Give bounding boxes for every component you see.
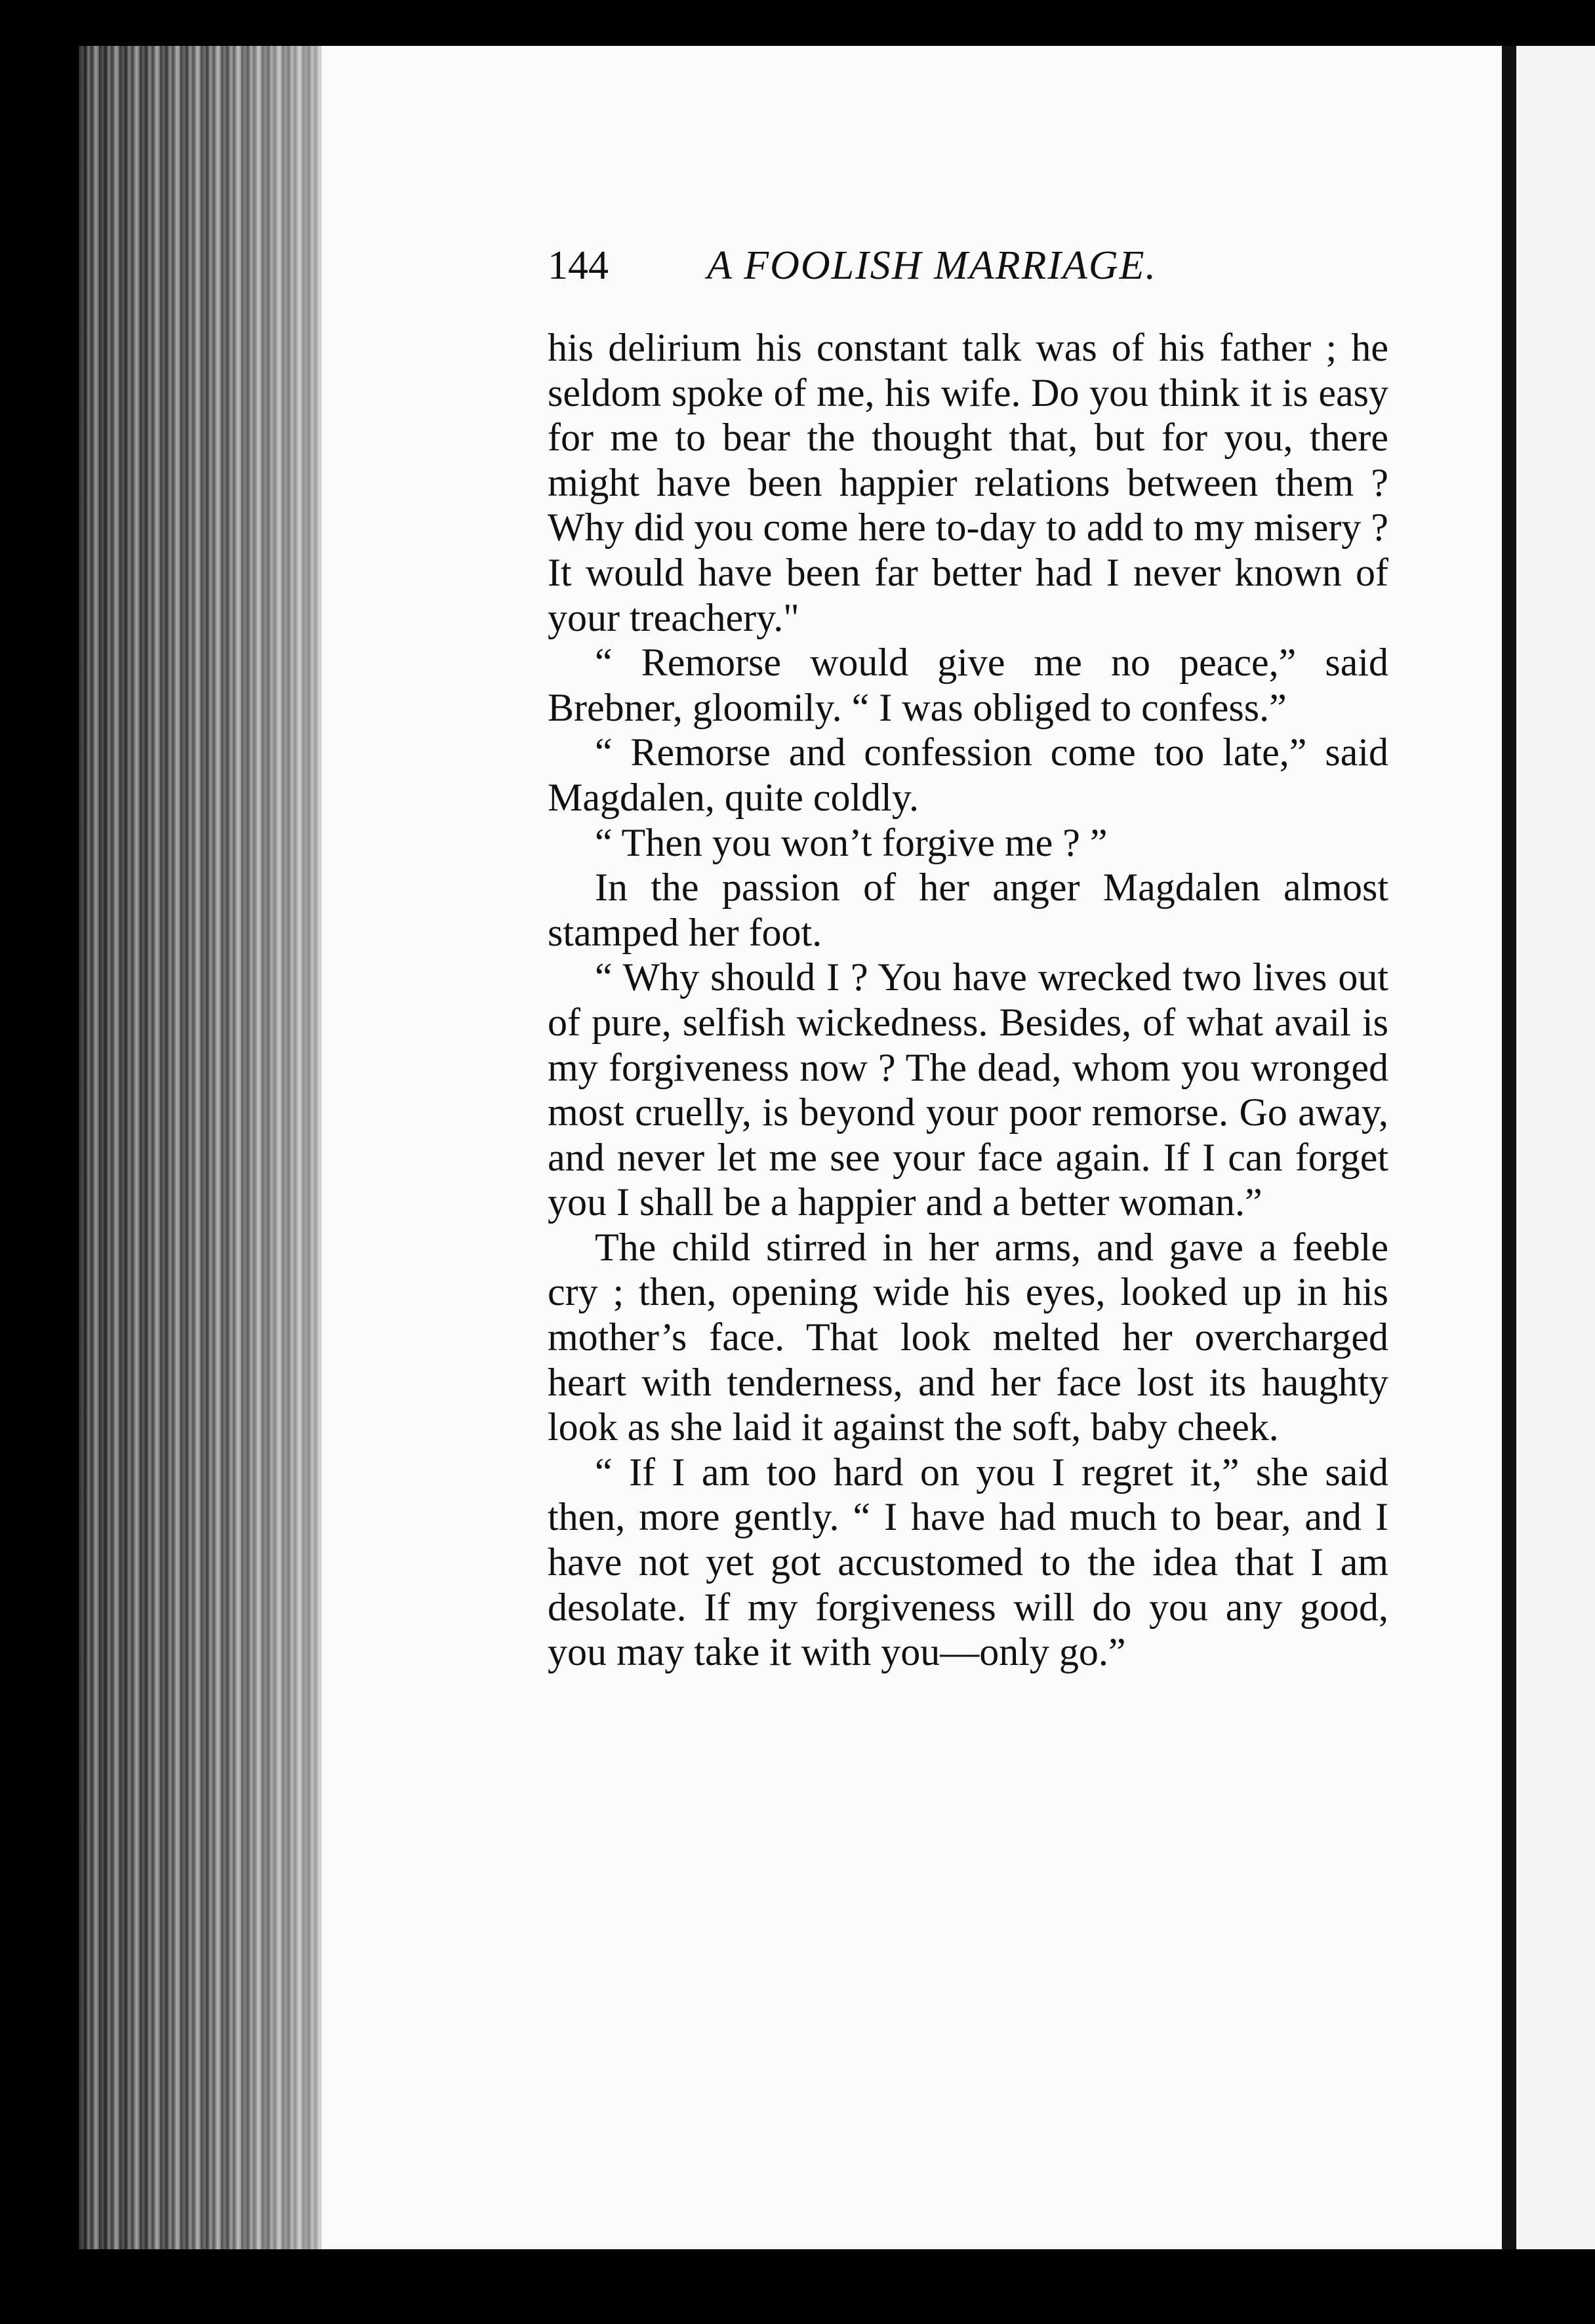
running-header: [548, 243, 1269, 315]
paragraph: his delirium his constant talk was of his father ; he seldom spoke of me, his wife. Do you think it is easy for me to bear the thought that, but for you, there might have been happier relations between them ? Why did you come here to-day to add to my misery ? It would have been far better had I never known of your treachery.": [548, 326, 1388, 639]
book-binding: [1502, 46, 1516, 2249]
paragraph: “ If I am too hard on you I regret it,” she said then, more gently. “ I have had much to bear, and I have not yet got accustomed to the idea that I am desolate. If my forgiveness will do you any good, you may take it with you—only go.”: [548, 1450, 1388, 1674]
paragraph: “ Why should I ? You have wrecked two lives out of pure, selfish wickedness. Besides, of what avail is my forgiveness now ? The dead, whom you wronged most cruelly, is beyond your poor remorse. Go away, and never let me see your face again. If I can forget you I shall be a happier and a better woman.”: [548, 955, 1388, 1224]
paragraph: The child stirred in her arms, and gave a feeble cry ; then, opening wide his eyes, looked up in his mother’s face. That look melted her overcharged heart with tenderness, and her face lost its haughty look as she laid it against the soft, baby cheek.: [548, 1225, 1388, 1449]
body-text: [548, 325, 1388, 1675]
facing-page-edge: [1516, 46, 1595, 2249]
paragraph: “ Remorse and confession come too late,” said Magdalen, quite coldly.: [548, 731, 1388, 819]
paragraph: “ Then you won’t forgive me ? ”: [595, 820, 1108, 864]
page-number: 144: [548, 243, 609, 288]
paragraph: “ Remorse would give me no peace,” said Brebner, gloomily. “ I was obliged to confess.”: [548, 641, 1388, 729]
running-title: A FOOLISH MARRIAGE.: [707, 243, 1158, 288]
page-edge-stack: [79, 46, 328, 2249]
paragraph: In the passion of her anger Magdalen almost stamped her foot.: [548, 866, 1388, 954]
